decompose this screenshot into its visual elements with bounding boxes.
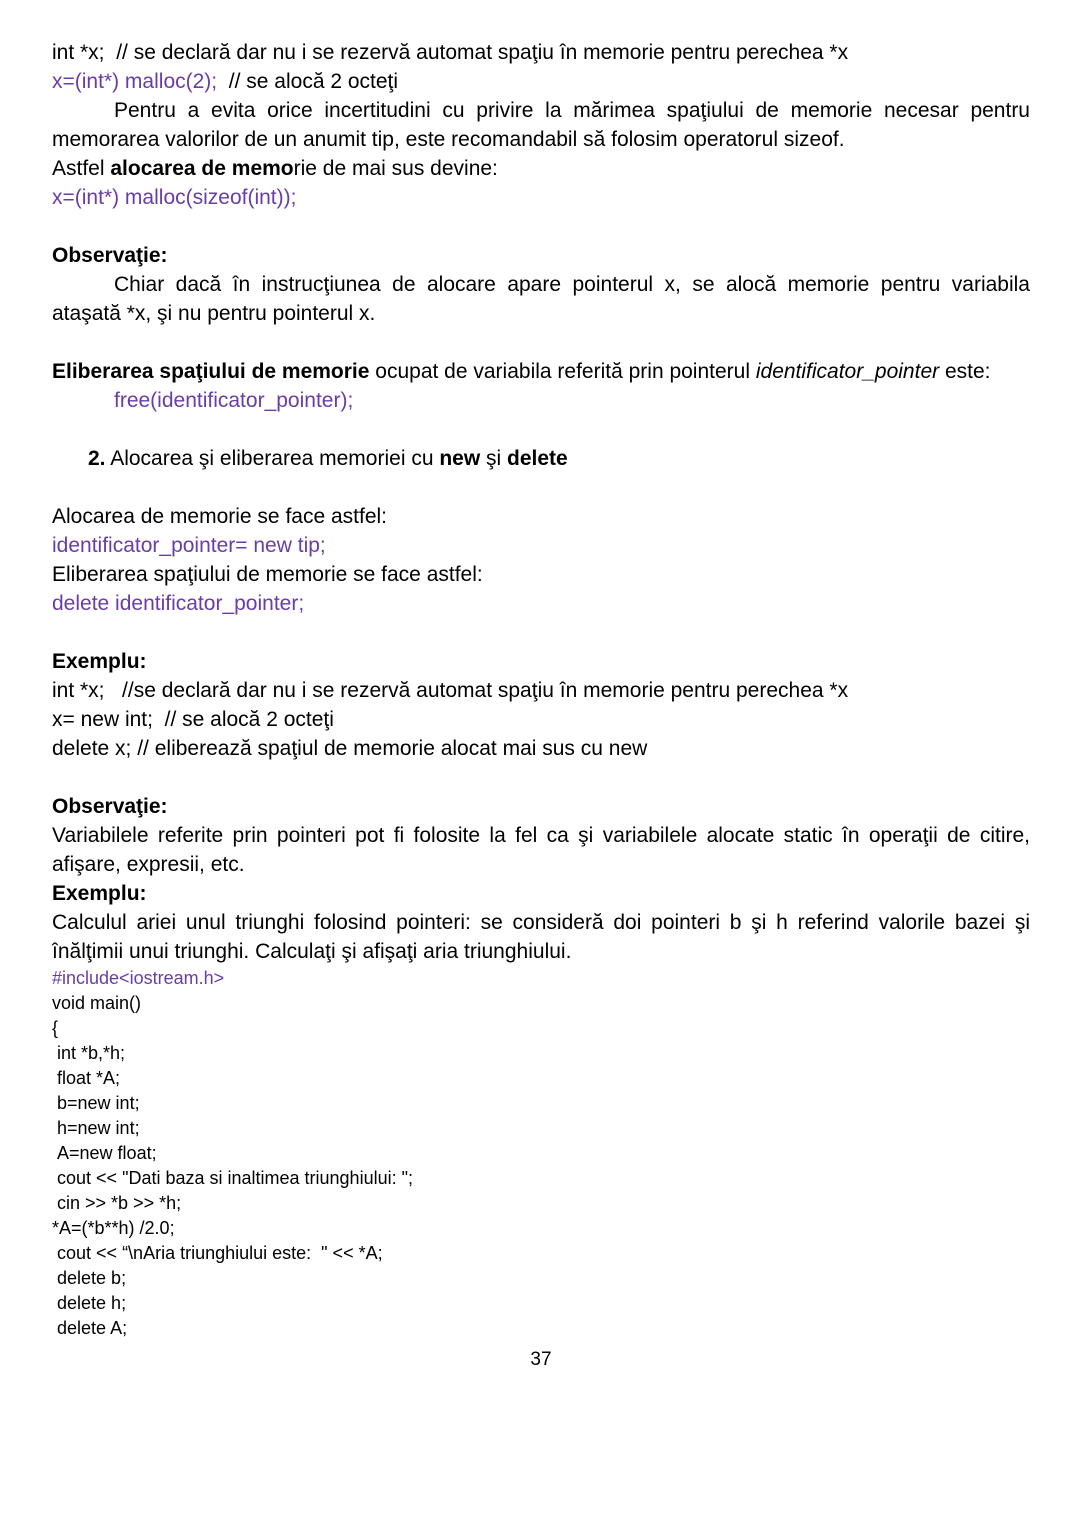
paragraph bbox=[52, 705, 1030, 734]
spacer bbox=[52, 415, 1030, 444]
text-run: Calculul ariei unul triunghi folosind pointeri: se consideră doi pointeri b şi h referind valorile bazei şi înălţimii unui triunghi. Calculaţi şi afişaţi aria triunghiului. bbox=[52, 911, 1030, 963]
text-run: ocupat de variabila referită prin pointerul bbox=[369, 360, 756, 383]
code-run: free(identificator_pointer); bbox=[114, 389, 354, 412]
paragraph bbox=[52, 96, 1030, 154]
code-run: delete identificator_pointer; bbox=[52, 592, 305, 615]
text-run: rie de mai sus devine: bbox=[293, 157, 498, 180]
code-line bbox=[52, 386, 1030, 415]
text-run: este: bbox=[939, 360, 991, 383]
paragraph bbox=[52, 38, 1030, 67]
code-line: delete A; bbox=[52, 1318, 128, 1338]
code-line: #include<iostream.h> bbox=[52, 968, 225, 988]
spacer bbox=[52, 328, 1030, 357]
code-line: { bbox=[52, 1018, 59, 1038]
heading bbox=[52, 792, 1030, 821]
text-run: Pentru a evita orice incertitudini cu privire la mărimea spaţiului de memorie necesar pentru memorarea valorilor de un anumit tip, este recomandabil să folosim operatorul sizeof. bbox=[52, 99, 1030, 151]
spacer bbox=[52, 473, 1030, 502]
code-line: cin >> *b >> *h; bbox=[52, 1193, 182, 1213]
text-run: int *x; //se declară dar nu i se rezervă automat spaţiu în memorie pentru perechea *x bbox=[52, 679, 849, 702]
spacer bbox=[52, 618, 1030, 647]
comment-run: // se alocă 2 octeţi bbox=[217, 70, 399, 93]
text-run: Chiar dacă în instrucţiunea de alocare apare pointerul x, se alocă memorie pentru variabila ataşată *x, şi nu pentru pointerul x. bbox=[52, 273, 1030, 325]
bold-run: alocarea de memo bbox=[110, 157, 294, 180]
paragraph bbox=[52, 734, 1030, 763]
paragraph bbox=[52, 821, 1030, 879]
code-line: float *A; bbox=[52, 1068, 121, 1088]
heading bbox=[52, 241, 1030, 270]
paragraph bbox=[52, 908, 1030, 966]
code-line: cout << “\nAria triunghiului este: " << *A; bbox=[52, 1243, 383, 1263]
code-run: x=(int*) malloc(sizeof(int)); bbox=[52, 186, 297, 209]
code-line bbox=[52, 531, 1030, 560]
list-number: 2. bbox=[88, 447, 106, 470]
paragraph bbox=[52, 560, 1030, 589]
code-run: x=(int*) malloc(2); bbox=[52, 70, 218, 93]
text-run: Eliberarea spaţiului de memorie se face astfel: bbox=[52, 563, 483, 586]
paragraph bbox=[52, 270, 1030, 328]
spacer bbox=[52, 212, 1030, 241]
heading-text: Exemplu: bbox=[52, 650, 147, 673]
code-line: *A=(*b**h) /2.0; bbox=[52, 1218, 175, 1238]
text-run: Variabilele referite prin pointeri pot fi folosite la fel ca şi variabilele alocate static în operaţii de citire, afişare, expresii, etc. bbox=[52, 824, 1030, 876]
text-run: Astfel bbox=[52, 157, 111, 180]
paragraph bbox=[52, 67, 1030, 96]
heading-text: Observaţie: bbox=[52, 795, 168, 818]
bold-run: new bbox=[439, 447, 481, 470]
italic-run: identificator_pointer bbox=[755, 360, 940, 383]
page-number: 37 bbox=[530, 1349, 552, 1370]
text-run: şi bbox=[480, 447, 508, 470]
code-line bbox=[52, 589, 1030, 618]
code-line bbox=[52, 183, 1030, 212]
text-run: x= new int; // se alocă 2 octeţi bbox=[52, 708, 334, 731]
code-line: h=new int; bbox=[52, 1118, 140, 1138]
list-item bbox=[88, 444, 1030, 473]
paragraph bbox=[52, 357, 1030, 386]
heading-text: Exemplu: bbox=[52, 882, 147, 905]
code-line: delete h; bbox=[52, 1293, 127, 1313]
code-line: int *b,*h; bbox=[52, 1043, 126, 1063]
bold-run: delete bbox=[507, 447, 568, 470]
code-line: cout << "Dati baza si inaltimea triunghiului: "; bbox=[52, 1168, 413, 1188]
text-run: int *x; // se declară dar nu i se rezervă automat spaţiu în memorie pentru perechea *x bbox=[52, 41, 849, 64]
heading bbox=[52, 647, 1030, 676]
text-run: Alocarea şi eliberarea memoriei cu bbox=[105, 447, 440, 470]
heading-text: Observaţie: bbox=[52, 244, 168, 267]
code-block bbox=[52, 966, 1030, 1341]
text-run: delete x; // eliberează spaţiul de memorie alocat mai sus cu new bbox=[52, 737, 648, 760]
text-run: Alocarea de memorie se face astfel: bbox=[52, 505, 387, 528]
code-run: identificator_pointer= new tip; bbox=[52, 534, 326, 557]
paragraph bbox=[52, 502, 1030, 531]
code-line: void main() bbox=[52, 993, 142, 1013]
paragraph bbox=[52, 676, 1030, 705]
heading bbox=[52, 879, 1030, 908]
bold-run: Eliberarea spaţiului de memorie bbox=[52, 360, 370, 383]
paragraph bbox=[52, 154, 1030, 183]
code-line: delete b; bbox=[52, 1268, 127, 1288]
code-line: A=new float; bbox=[52, 1143, 157, 1163]
code-line: b=new int; bbox=[52, 1093, 140, 1113]
spacer bbox=[52, 763, 1030, 792]
